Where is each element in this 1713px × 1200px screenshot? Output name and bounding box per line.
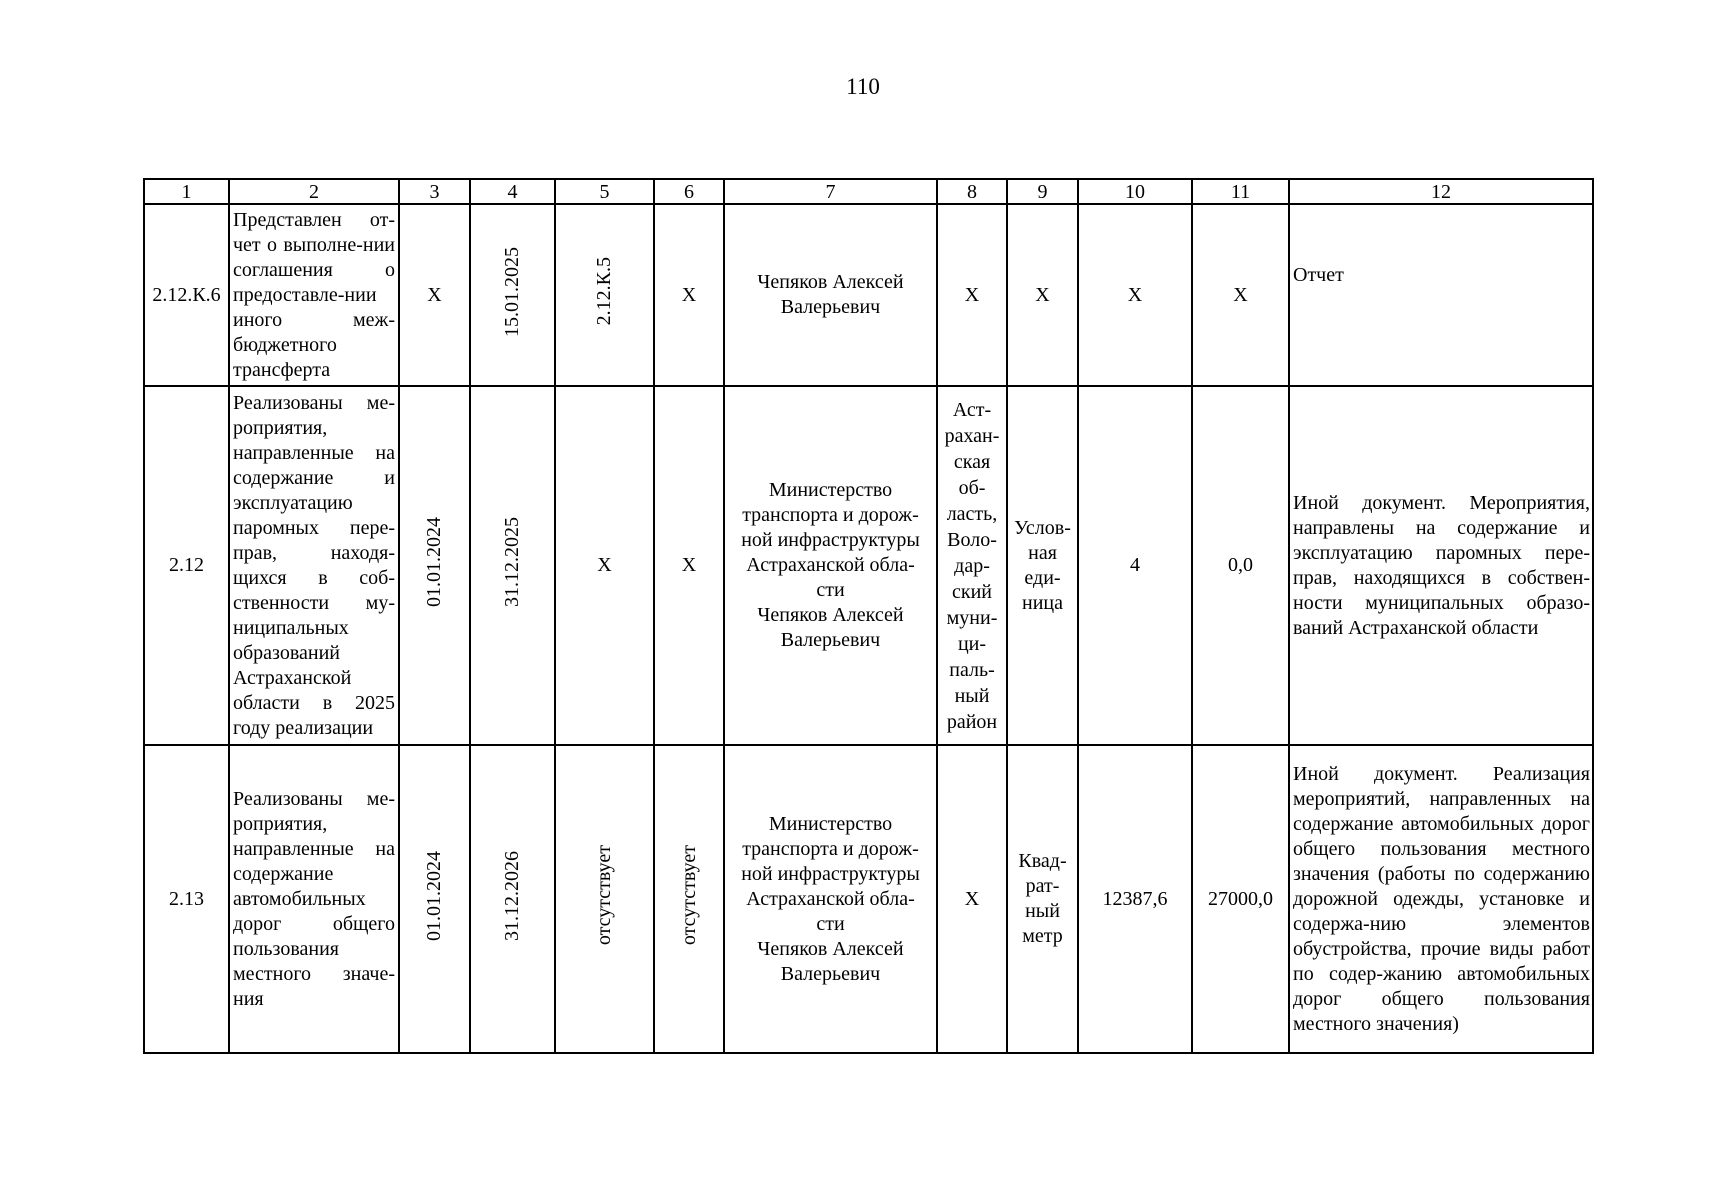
unit-cell: Квад- рат- ный метр xyxy=(1007,745,1078,1053)
header-cell: 7 xyxy=(724,179,937,204)
start-date-cell: X xyxy=(399,204,470,386)
funding-cell: 0,0 xyxy=(1192,386,1289,745)
header-cell: 2 xyxy=(229,179,399,204)
successor-cell: X xyxy=(654,204,724,386)
successor-cell: X xyxy=(654,386,724,745)
table-row xyxy=(144,386,1593,745)
value-cell: 4 xyxy=(1078,386,1192,745)
territory-cell: Аст- рахан- ская об- ласть, Воло- дар- ский муни- ци- паль- ный район xyxy=(937,386,1007,745)
document-cell: Иной документ. Мероприятия, направлены на содержание и эксплуатацию паромных пере-прав, находящихся в собствен-ности муниципальных образо-ваний Астраханской области xyxy=(1289,386,1593,745)
data-table xyxy=(143,178,1594,1054)
start-date-cell: 01.01.2024 xyxy=(423,517,445,607)
predecessor-cell: X xyxy=(555,386,654,745)
header-cell: 6 xyxy=(654,179,724,204)
result-name-cell: Реализованы ме-роприятия, направленные на содержание и эксплуатацию паромных пере-прав, находя-щихся в соб-ственности му-ниципальных образований Астраханской области в 2025 году реализации xyxy=(229,386,399,745)
value-cell: X xyxy=(1078,204,1192,386)
header-cell: 11 xyxy=(1192,179,1289,204)
row-number-cell: 2.13 xyxy=(144,745,229,1053)
result-name-cell: Реализованы ме-роприятия, направленные на содержание автомобильных дорог общего пользования местного значе-ния xyxy=(229,745,399,1053)
document-cell: Отчет xyxy=(1289,204,1593,386)
header-cell: 8 xyxy=(937,179,1007,204)
header-cell: 4 xyxy=(470,179,555,204)
page-number: 110 xyxy=(846,74,880,99)
funding-cell: X xyxy=(1192,204,1289,386)
end-date-cell: 15.01.2025 xyxy=(501,246,523,337)
row-number-cell: 2.12 xyxy=(144,386,229,745)
row-number-cell: 2.12.К.6 xyxy=(144,204,229,386)
value-cell: 12387,6 xyxy=(1078,745,1192,1053)
end-date-cell: 31.12.2026 xyxy=(501,850,523,941)
predecessor-cell: отсутствует xyxy=(593,845,615,946)
predecessor-cell: 2.12.К.5 xyxy=(593,257,615,326)
unit-cell: Услов- ная еди- ница xyxy=(1007,386,1078,745)
start-date-cell: 01.01.2024 xyxy=(423,850,445,941)
responsible-cell: Министерство транспорта и дорож- ной инфраструктуры Астраханской обла- сти Чепяков Алексей Валерьевич xyxy=(724,386,937,745)
territory-cell: X xyxy=(937,745,1007,1053)
responsible-cell: Министерство транспорта и дорож- ной инфраструктуры Астраханской обла- сти Чепяков Алексей Валерьевич xyxy=(724,745,937,1053)
end-date-cell: 31.12.2025 xyxy=(501,517,523,607)
header-cell: 12 xyxy=(1289,179,1593,204)
result-name-cell: Представлен от-чет о выполне-нии соглашения о предоставле-нии иного меж-бюджетного трансферта xyxy=(229,204,399,386)
unit-cell: X xyxy=(1007,204,1078,386)
successor-cell: отсутствует xyxy=(677,845,700,946)
responsible-cell: Чепяков Алексей Валерьевич xyxy=(724,204,937,386)
header-cell: 5 xyxy=(555,179,654,204)
document-cell: Иной документ. Реализация мероприятий, направленных на содержание автомобильных дорог общего пользования местного значения (работы по содержанию дорожной одежды, установке и содержа-нию элементов обустройства, прочие виды работ по содер-жанию автомобильных дорог общего пользования местного значения) xyxy=(1289,745,1593,1053)
table-row xyxy=(144,204,1593,386)
header-cell: 1 xyxy=(144,179,229,204)
table-header-row xyxy=(144,179,1593,204)
header-cell: 3 xyxy=(399,179,470,204)
table-row xyxy=(144,745,1593,1053)
territory-cell: X xyxy=(937,204,1007,386)
header-cell: 10 xyxy=(1078,179,1192,204)
header-cell: 9 xyxy=(1007,179,1078,204)
funding-cell: 27000,0 xyxy=(1192,745,1289,1053)
